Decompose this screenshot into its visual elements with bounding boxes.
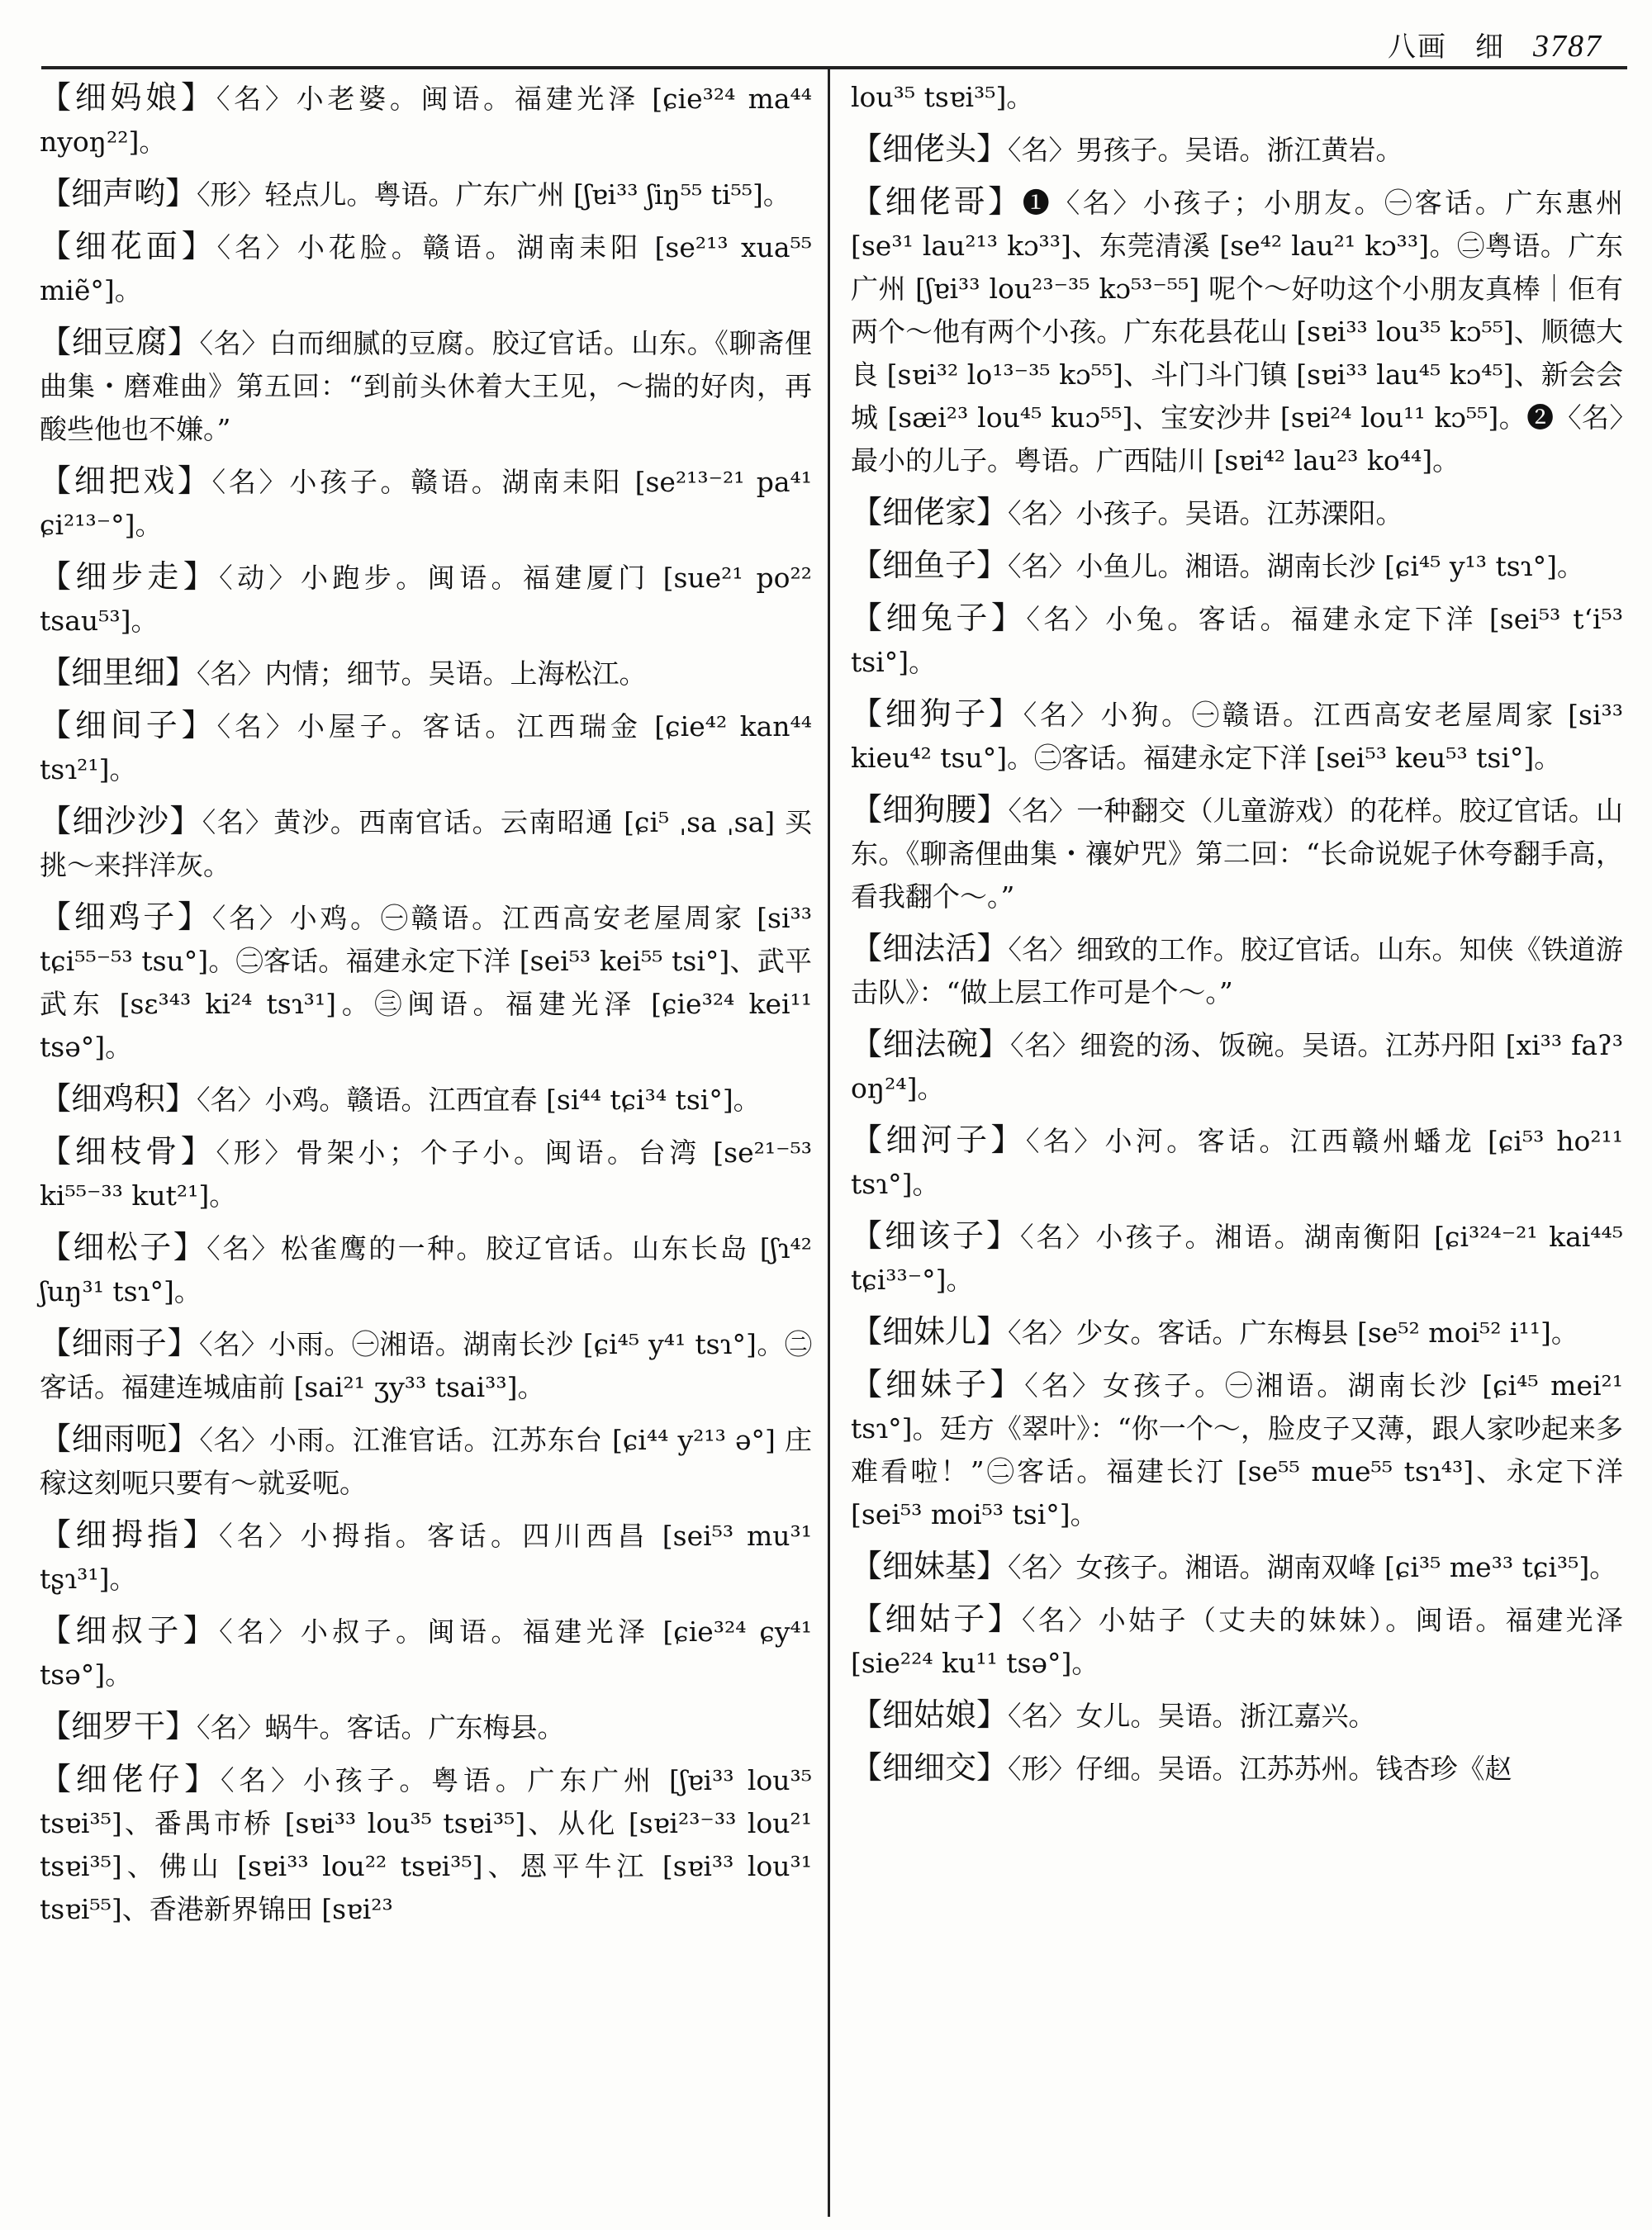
dictionary-entry — [40, 1758, 812, 1931]
entry-pos: 〈名〉 — [197, 1084, 265, 1116]
dictionary-entry — [851, 692, 1623, 780]
dictionary-entry — [40, 172, 812, 216]
entry-headword: 【细姑娘】 — [851, 1696, 1009, 1733]
dictionary-entry — [851, 1746, 1623, 1791]
header-character: 细 — [1475, 31, 1505, 64]
entry-headword: 【细鱼子】 — [851, 547, 1009, 583]
entry-headword: 【细佬头】 — [851, 130, 1009, 167]
entry-headword: 【细妹基】 — [851, 1548, 1009, 1584]
entry-pos: 〈名〉 — [198, 1328, 269, 1360]
entry-definition: 细瓷的汤、饭碗。吴语。江苏丹阳 [xi³³ faʔ³ oŋ²⁴]。 — [851, 1029, 1623, 1104]
dictionary-entry — [40, 1513, 812, 1601]
entry-definition: 小雨。江淮官话。江苏东台 [ɕi⁴⁴ y²¹³ ə°] 庄稼这刻呃只要有～就妥呃。 — [40, 1424, 813, 1499]
page-header — [975, 15, 1602, 64]
entry-definition: 少女。客话。广东梅县 [se⁵² moi⁵² i¹¹]。 — [1075, 1317, 1578, 1349]
left-column — [40, 76, 812, 1939]
entry-headword: 【细里细】 — [40, 654, 197, 690]
entry-definition: 小兔。客话。福建永定下洋 [sei⁵³ tʻi⁵³ tsi°]。 — [851, 603, 1624, 678]
dictionary-entry — [40, 225, 812, 312]
dictionary-entry — [40, 1705, 812, 1749]
entry-headword: 【细声哟】 — [40, 175, 197, 211]
entry-pos: 〈名〉 — [1008, 497, 1076, 529]
entry-headword: 【细佬仔】 — [40, 1761, 221, 1797]
entry-pos: 〈名〉 — [1008, 933, 1077, 966]
dictionary-entry — [40, 651, 812, 695]
entry-headword: 【细沙沙】 — [40, 803, 202, 839]
entry-pos: 〈名〉 — [1008, 795, 1077, 827]
entry-headword: 【细把戏】 — [40, 463, 212, 499]
entry-headword: 【细河子】 — [851, 1122, 1026, 1158]
entry-pos: 〈名〉 — [218, 1520, 301, 1552]
dictionary-entry — [40, 320, 812, 451]
entry-headword: 【细鸡子】 — [40, 899, 212, 935]
entry-definition: 小拇指。客话。四川西昌 [sei⁵³ mu³¹ tʂɿ³¹]。 — [40, 1520, 812, 1595]
entry-headword: 【细罗干】 — [40, 1708, 197, 1744]
entry-pos: 〈形〉 — [197, 178, 265, 211]
entry-pos: 〈形〉 — [216, 1136, 297, 1169]
dictionary-entry — [851, 180, 1623, 482]
entry-pos: 〈名〉 — [211, 902, 290, 934]
entry-pos: 〈名〉 — [199, 327, 270, 359]
dictionary-entry — [851, 1363, 1623, 1536]
entry-headword: 【细花面】 — [40, 228, 217, 264]
entry-pos: 〈动〉 — [219, 562, 301, 594]
entry-pos: 〈名〉 — [216, 83, 297, 115]
entry-pos: 〈名〉 — [216, 231, 297, 263]
entry-definition: 轻点儿。粤语。广东广州 [ʃɐi³³ ʃiŋ⁵⁵ ti⁵⁵]。 — [264, 178, 790, 211]
entry-pos: 〈名〉 — [219, 1616, 301, 1648]
entry-definition: 小雨。㊀湘语。湖南长沙 [ɕi⁴⁵ y⁴¹ tsɿ°]。㊁客话。福建连城庙前 [sai²¹ ʒy³³ tsai³³]。 — [40, 1328, 813, 1403]
column-divider — [828, 69, 830, 2217]
entry-definition: 内情；细节。吴语。上海松江。 — [264, 657, 647, 690]
entry-headword: 【细佬哥】 — [851, 183, 1023, 220]
entry-definition: 小叔子。闽语。福建光泽 [ɕie³²⁴ ɕy⁴¹ tsə°]。 — [40, 1616, 812, 1691]
entry-definition: 小鱼儿。湘语。湖南长沙 [ɕi⁴⁵ y¹³ tsɿ°]。 — [1075, 550, 1584, 582]
entry-definition: 小屋子。客话。江西瑞金 [ɕie⁴² kan⁴⁴ tsɿ²¹]。 — [40, 710, 812, 785]
dictionary-entry — [40, 704, 812, 791]
entry-headword: 【细雨子】 — [40, 1325, 199, 1361]
dictionary-entry — [40, 895, 812, 1069]
continued-text: lou³⁵ tsɐi³⁵]。 — [851, 81, 1034, 113]
entry-definition: 白而细腻的豆腐。胶辽官话。山东。《聊斋俚曲集・磨难曲》第五回：“到前头休着大王见，～揣的好肉，再酸些他也不嫌。” — [40, 327, 812, 445]
entry-headword: 【细雨呃】 — [40, 1421, 200, 1457]
entry-headword: 【细妹子】 — [851, 1366, 1025, 1402]
entry-definition: 骨架小；个子小。闽语。台湾 [se²¹⁻⁵³ ki⁵⁵⁻³³ kut²¹]。 — [40, 1136, 812, 1212]
dictionary-entry — [40, 1077, 812, 1122]
entry-definition: 小鸡。赣语。江西宜春 [si⁴⁴ tɕi³⁴ tsi°]。 — [264, 1084, 761, 1116]
dictionary-entry — [851, 596, 1623, 684]
entry-headword: 【细兔子】 — [851, 600, 1027, 636]
entry-definition: 小孩子。赣语。湖南耒阳 [se²¹³⁻²¹ pa⁴¹ ɕi²¹³⁻°]。 — [40, 466, 812, 541]
dictionary-entry — [40, 555, 812, 643]
entry-definition: 仔细。吴语。江苏苏州。钱杏珍《赵 — [1075, 1753, 1512, 1785]
entry-definition: 女孩子。㊀湘语。湖南长沙 [ɕi⁴⁵ mei²¹ tsɿ°]。廷方《翠叶》：“你一个～，脸皮子又薄，跟人家吵起来多难看啦！”㊁客话。福建长汀 [se⁵⁵ mue⁵⁵ tsɿ⁴³]、永定下洋 [sei⁵³ moi⁵³ tsi°]。 — [851, 1369, 1623, 1530]
entry-headword: 【细狗子】 — [851, 695, 1023, 732]
dictionary-entry — [40, 76, 812, 164]
entry-pos: 〈名〉 — [1023, 699, 1101, 731]
entry-headword: 【细法活】 — [851, 930, 1009, 966]
dictionary-entry — [851, 927, 1623, 1014]
entry-definition: 松雀鹰的一种。胶辽官话。山东长岛 [ʃɿ⁴² ʃuŋ³¹ tsɿ°]。 — [40, 1232, 812, 1307]
dictionary-entry — [40, 799, 812, 887]
entry-definition: 小孩子。粤语。广东广州 [ʃɐi³³ lou³⁵ tsɐi³⁵]、番禺市桥 [sɐi³³ lou³⁵ tsɐi³⁵]、从化 [sɐi²³⁻³³ lou²¹ tsɐi³⁵]、佛山 [sɐi³³ lou²² tsɐi³⁵]、恩平牛江 [sɐi³³ lou³¹ tsɐi⁵⁵]、香港新界锦田 [sɐi²³ — [40, 1764, 812, 1925]
entry-headword: 【细姑子】 — [851, 1601, 1022, 1637]
dictionary-entry — [40, 1417, 812, 1505]
page-number: 3787 — [1533, 29, 1602, 64]
entry-definition: 小鸡。㊀赣语。江西高安老屋周家 [si³³ tɕi⁵⁵⁻⁵³ tsu°]。㊁客话。福建永定下洋 [sei⁵³ kei⁵⁵ tsi°]、武平武东 [sɛ³⁴³ ki²⁴ tsɿ³¹]。㊂闽语。福建光泽 [ɕie³²⁴ kei¹¹ tsə°]。 — [40, 902, 813, 1063]
entry-pos: 〈形〉 — [1008, 1753, 1076, 1785]
entry-headword: 【细狗腰】 — [851, 791, 1009, 828]
entry-headword: 【细叔子】 — [40, 1612, 220, 1649]
section-label: 八画 — [1388, 31, 1447, 64]
entry-headword: 【细豆腐】 — [40, 324, 200, 360]
dictionary-entry — [851, 1022, 1623, 1110]
entry-definition: 小姑子（丈夫的妹妹）。闽语。福建光泽 [sie²²⁴ ku¹¹ tsə°]。 — [851, 1604, 1623, 1679]
dictionary-entry — [40, 1226, 812, 1313]
entry-pos: 〈名〉 — [197, 657, 265, 690]
entry-pos: 〈名〉 — [206, 1232, 281, 1264]
dictionary-entry — [40, 1609, 812, 1696]
dictionary-entry — [40, 459, 812, 547]
dictionary-entry — [851, 1544, 1623, 1589]
entry-pos: 〈名〉 — [216, 710, 297, 743]
entry-definition: 小花脸。赣语。湖南耒阳 [se²¹³ xua⁵⁵ miẽ°]。 — [40, 231, 812, 306]
entry-headword: 【细妹儿】 — [851, 1313, 1009, 1350]
entry-definition: 一种翻交（儿童游戏）的花样。胶辽官话。山东。《聊斋俚曲集・禳妒咒》第二回：“长命说妮子休夸翻手高，看我翻个～。” — [851, 795, 1623, 913]
entry-definition: 细致的工作。胶辽官话。山东。知侠《铁道游击队》：“做上层工作可是个～。” — [851, 933, 1623, 1008]
entry-pos: 〈名〉 — [202, 806, 274, 838]
right-column — [851, 76, 1623, 1799]
entry-headword: 【细松子】 — [40, 1229, 207, 1265]
entry-definition: 小孩子。湘语。湖南衡阳 [ɕi³²⁴⁻²¹ kai⁴⁴⁵ tɕi³³⁻°]。 — [851, 1221, 1623, 1296]
entry-definition: 黄沙。西南官话。云南昭通 [ɕi⁵ ˌsa ˌsa] 买挑～来拌洋灰。 — [40, 806, 812, 881]
entry-pos: 〈名〉 — [1008, 1317, 1076, 1349]
entry-definition: 女儿。吴语。浙江嘉兴。 — [1075, 1700, 1376, 1732]
entry-headword: 【细步走】 — [40, 558, 220, 595]
entry-pos: 〈名〉 — [1022, 1604, 1099, 1636]
entry-definition: 小孩子。吴语。江苏溧阳。 — [1075, 497, 1403, 529]
entry-definition: 男孩子。吴语。浙江黄岩。 — [1075, 134, 1403, 166]
entry-pos: 〈名〉 — [1025, 1125, 1105, 1157]
dictionary-entry — [851, 1597, 1623, 1685]
entry-pos: 〈名〉 — [1026, 603, 1106, 635]
entry-headword: 【细鸡积】 — [40, 1080, 197, 1117]
entry-definition: 蜗牛。客话。广东梅县。 — [264, 1711, 565, 1744]
entry-definition: 小孩子；小朋友。㊀客话。广东惠州 [se³¹ lau²¹³ kɔ³³]、东莞清溪 [se⁴² lau²¹ kɔ³³]。㊁粤语。广东广州 [ʃɐi³³ lou²³⁻³⁵ kɔ⁵³⁻⁵⁵] 呢个～好叻这个小朋友真棒｜佢有两个～他有两个小孩。广东花县花山 [sɐi³³ lou³⁵ kɔ⁵⁵]、顺德大良 [sɐi³² lo¹³⁻³⁵ kɔ⁵⁵]、斗门斗门镇 [sɐi³³ lau⁴⁵ kɔ⁴⁵]、新会会城 [sæi²³ lou⁴⁵ kuɔ⁵⁵]、宝安沙井 [sɐi²⁴ lou¹¹ kɔ⁵⁵]。❷〈名〉最小的儿子。粤语。广西陆川 [sɐi⁴² lau²³ ko⁴⁴]。 — [851, 187, 1624, 477]
entry-definition: 小河。客话。江西赣州蟠龙 [ɕi⁵³ ho²¹¹ tsɿ°]。 — [851, 1125, 1624, 1200]
dictionary-entry — [851, 491, 1623, 535]
entry-pos: 〈名〉 — [1008, 1551, 1076, 1583]
dictionary-entry — [40, 1130, 812, 1217]
entry-headword: 【细拇指】 — [40, 1516, 219, 1553]
entry-headword: 【细法碗】 — [851, 1026, 1011, 1062]
entry-definition: 女孩子。湘语。湖南双峰 [ɕi³⁵ me³³ tɕi³⁵]。 — [1075, 1551, 1617, 1583]
dictionary-entry — [851, 788, 1623, 918]
entry-definition: 小老婆。闽语。福建光泽 [ɕie³²⁴ ma⁴⁴ nyoŋ²²]。 — [40, 83, 813, 158]
entry-pos: 〈名〉 — [211, 466, 290, 498]
entry-headword: 【细细交】 — [851, 1749, 1009, 1786]
dictionary-entry — [851, 543, 1623, 588]
entry-definition: 小跑步。闽语。福建厦门 [sue²¹ po²² tsau⁵³]。 — [40, 562, 813, 637]
entry-pos: 〈名〉 — [199, 1424, 269, 1456]
entry-headword: 【细间子】 — [40, 707, 217, 743]
entry-pos: 〈名〉 — [1008, 1700, 1076, 1732]
dictionary-entry — [851, 1118, 1623, 1206]
entry-definition: 小狗。㊀赣语。江西高安老屋周家 [si³³ kieu⁴² tsu°]。㊁客话。福建永定下洋 [sei⁵³ keu⁵³ tsi°]。 — [851, 699, 1624, 774]
entry-headword: 【细该子】 — [851, 1217, 1021, 1254]
dictionary-entry — [851, 1693, 1623, 1738]
entry-headword: 【细枝骨】 — [40, 1133, 216, 1170]
dictionary-entry — [851, 1214, 1623, 1302]
entry-pos: ❶〈名〉 — [1022, 187, 1143, 219]
dictionary-entry — [40, 1321, 812, 1409]
entry-pos: 〈名〉 — [221, 1764, 303, 1796]
entry-pos: 〈名〉 — [1020, 1221, 1096, 1253]
entry-pos: 〈名〉 — [1008, 550, 1076, 582]
entry-pos: 〈名〉 — [1024, 1369, 1103, 1402]
entry-headword: 【细佬家】 — [851, 494, 1009, 530]
dictionary-entry — [851, 127, 1623, 172]
entry-pos: 〈名〉 — [1008, 134, 1076, 166]
entry-pos: 〈名〉 — [1010, 1029, 1080, 1061]
entry-pos: 〈名〉 — [197, 1711, 265, 1744]
dictionary-entry — [851, 1310, 1623, 1355]
entry-headword: 【细妈娘】 — [40, 79, 216, 116]
header-rule — [41, 66, 1627, 69]
